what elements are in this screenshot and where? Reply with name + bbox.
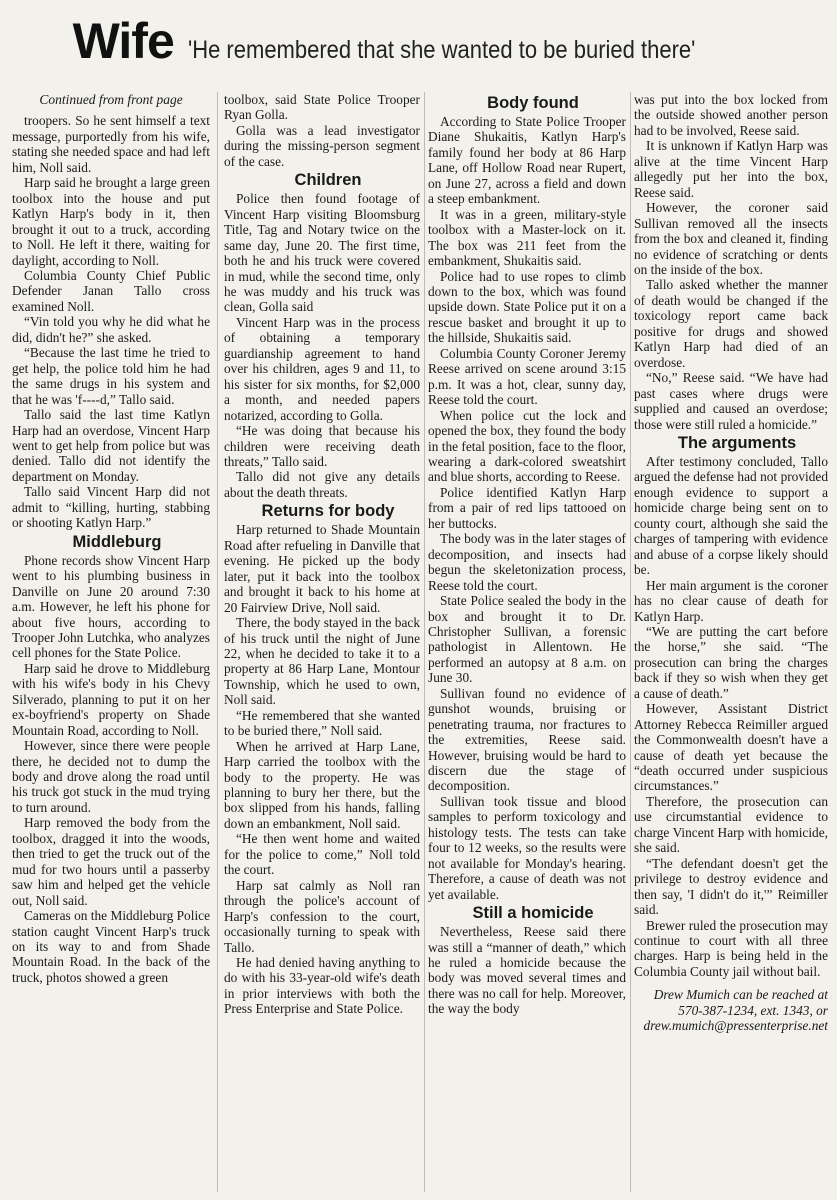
headline xyxy=(0,12,837,82)
column-rule xyxy=(217,92,218,1192)
subhead-returns-for-body: Returns for body xyxy=(261,502,395,521)
paragraph: Vincent Harp was in the process of obtaining a temporary guardianship agreement to hand over his children, ages 9 and 11, to his sister for six months, for $2,000 a month, and needed papers notarized, according to Golla. xyxy=(224,314,420,423)
paragraph: Phone records show Vincent Harp went to his plumbing business in Danville on June 20 around 7:30 a.m. However, he left his phone for about five hours, according to Trooper John Lutchka, who analyzes cell phones for the State Police. xyxy=(12,552,210,661)
paragraph: It is unknown if Katlyn Harp was alive at the time Vincent Harp allegedly put her into the box, Reese said. xyxy=(634,138,828,200)
headline-deck: 'He remembered that she wanted to be buried there' xyxy=(187,36,696,64)
headline-kicker: Wife xyxy=(72,13,174,69)
paragraph: “The defendant doesn't get the privilege to destroy evidence and then say, 'I didn't do it,'” Reimiller said. xyxy=(634,855,828,918)
continued-label: Continued from front page xyxy=(39,92,183,107)
paragraph: Therefore, the prosecution can use circumstantial evidence to charge Vincent Harp with homicide, she said. xyxy=(634,793,828,856)
paragraph: According to State Police Trooper Diane Shukaitis, Katlyn Harp's family found her body at 86 Harp Lane, off Hollow Road near Rupert, on June 27, across a field and down a steep embankment. xyxy=(428,114,626,207)
paragraph: Police had to use ropes to climb down to the box, which was found upside down. State Police put it on a rescue basket and brought it up to the hillside, Shukaitis said. xyxy=(428,268,626,346)
paragraph: “We are putting the cart before the horse,” she said. “The prosecution can bring the charges back if they so wish when they get a cause of death.” xyxy=(634,623,828,701)
paragraph: “He remembered that she wanted to be buried there,” Noll said. xyxy=(224,707,420,739)
paragraph: troopers. So he sent himself a text message, purportedly from his wife, stating she needed space and had left him, Noll said. xyxy=(12,113,210,175)
paragraph: Tallo said the last time Katlyn Harp had an overdose, Vincent Harp went to get help from police but was denied. Tallo did not identify the department on Monday. xyxy=(12,407,210,484)
paragraph: Golla was a lead investigator during the missing-person segment of the case. xyxy=(224,122,420,169)
paragraph: Sullivan found no evidence of gunshot wounds, bruising or penetrating trauma, nor fractures to the extremities, Reese said. However, bruising would be hard to discern due the stage of decomposition. xyxy=(428,685,626,794)
paragraph: “No,” Reese said. “We have had past cases where drugs were supplied and caused an overdose; those were still ruled a homicide.” xyxy=(634,370,828,432)
paragraph: Her main argument is the coroner has no clear cause of death for Katlyn Harp. xyxy=(634,577,828,624)
paragraph: The body was in the later stages of decomposition, and insects had begun the skeletonization process, Reese told the court. xyxy=(428,531,626,593)
paragraph: Police identified Katlyn Harp from a pair of red lips tattooed on her buttocks. xyxy=(428,484,626,531)
paragraph: Harp said he drove to Middleburg with his wife's body in his Chevy Silverado, planning to put it on her ex-boyfriend's property on Shade Mountain Road, according to Noll. xyxy=(12,660,210,738)
subhead-still-a-homicide: Still a homicide xyxy=(472,904,594,923)
article-column-3 xyxy=(428,92,626,1200)
article-column-4 xyxy=(634,92,828,1200)
paragraph: Harp said he brought a large green toolbox into the house and put Katlyn Harp's body in it, then brought it out to a truck, according to Noll. He left it there, waiting for daylight, according to Noll. xyxy=(12,175,210,268)
paragraph: When he arrived at Harp Lane, Harp carried the toolbox with the body to the property. He was planning to bury her there, but the box slipped from his hands, falling down an embankment, Noll said. xyxy=(224,738,420,831)
subhead-body-found: Body found xyxy=(487,94,579,112)
paragraph: However, the coroner said Sullivan removed all the insects from the box and cleaned it, finding no evidence of scratching or dents on the inside of the box. xyxy=(634,200,828,277)
paragraph: Harp returned to Shade Mountain Road after refueling in Danville that evening. He picked up the body later, put it back into the toolbox and brought it back to his home at 20 Fairview Drive, Noll said. xyxy=(224,522,420,615)
paragraph: It was in a green, military-style toolbox with a Master-lock on it. The box was 211 feet from the embankment, Shukaitis said. xyxy=(428,206,626,269)
paragraph: toolbox, said State Police Trooper Ryan Golla. xyxy=(224,92,420,123)
paragraph: State Police sealed the body in the box and brought it to Dr. Christopher Sullivan, a forensic pathologist in Allentown. He performed an autopsy at 8 a.m. on June 30. xyxy=(428,593,626,686)
paragraph: Cameras on the Middleburg Police station caught Vincent Harp's truck on its way to and from Shade Mountain Road. In the back of the truck, photos showed a green xyxy=(12,908,210,985)
paragraph: He had denied having anything to do with his 33-year-old wife's death in prior interviews with both the Press Enterprise and State Police. xyxy=(224,955,420,1017)
subhead-the-arguments: The arguments xyxy=(677,433,797,452)
paragraph: Sullivan took tissue and blood samples to perform toxicology and histology tests. The tests can take four to 12 weeks, so the results were not available for Monday's hearing. Therefore, a cause of death was not yet available. xyxy=(428,793,626,902)
paragraph: “Because the last time he tried to get help, the police told him he had the same drugs in his system and that he was 'f----d,” Tallo said. xyxy=(12,345,210,407)
paragraph: Harp removed the body from the toolbox, dragged it into the woods, then tried to get the truck out of the mud for two hours until a passerby saw him and helped get the vehicle out, Noll said. xyxy=(12,815,210,908)
paragraph: After testimony concluded, Tallo argued the defense had not provided enough evidence to support a homicide charge being sent on to county court, although she said the charges of tampering with evidence and abuse of a corpse likely should be. xyxy=(634,453,828,578)
paragraph: Columbia County Chief Public Defender Janan Tallo cross examined Noll. xyxy=(12,267,210,314)
subhead-middleburg: Middleburg xyxy=(72,532,162,551)
paragraph: Police then found footage of Vincent Harp visiting Bloomsburg Title, Tag and Notary twice on the same day, June 20. The first time, both he and his truck were covered in mud, while the second time, only he was muddy and his truck was clean, Golla said xyxy=(224,191,420,315)
paragraph: However, Assistant District Attorney Rebecca Reimiller argued the Commonwealth doesn't have a cause of death yet because the “death occurred under suspicious circumstances.” xyxy=(634,701,828,794)
column-rule xyxy=(630,92,631,1192)
paragraph: However, since there were people there, he decided not to dump the body and drove along the road until his truck got stuck in the mud trying to turn around. xyxy=(12,738,210,815)
subhead-children: Children xyxy=(294,171,362,190)
paragraph: “Vin told you why he did what he did, didn't he?” she asked. xyxy=(12,314,210,345)
column-rule xyxy=(424,92,425,1192)
paragraph: was put into the box locked from the outside showed another person had to be involved, Reese said. xyxy=(634,92,828,138)
paragraph: Harp sat calmly as Noll ran through the police's account of Harp's confession to the court, occasionally turning to speak with Tallo. xyxy=(224,877,420,955)
paragraph: Tallo said Vincent Harp did not admit to “killing, hurting, stabbing or shooting Katlyn Harp.” xyxy=(12,484,210,531)
paragraph: Tallo did not give any details about the death threats. xyxy=(224,469,420,500)
article-column-1 xyxy=(12,92,210,1200)
author-signoff: Drew Mumich can be reached at 570-387-1234, ext. 1343, or drew.mumich@pressenterprise.net xyxy=(643,987,828,1034)
paragraph: “He then went home and waited for the police to come,” Noll told the court. xyxy=(224,831,420,878)
paragraph: Nevertheless, Reese said there was still a “manner of death,” which he ruled a homicide because the body was moved several times and there was no call for help. Moreover, the way the body xyxy=(428,924,626,1017)
article-column-2 xyxy=(224,92,420,1200)
paragraph: “He was doing that because his children were receiving death threats,” Tallo said. xyxy=(224,423,420,469)
paragraph: When police cut the lock and opened the box, they found the body in the fetal position, face to the floor, wearing a dark-colored sweatshirt and blue shorts, according to Reese. xyxy=(428,407,626,485)
paragraph: Brewer ruled the prosecution may continue to court with all three charges. Harp is being held in the Columbia County jail without bail. xyxy=(634,917,828,979)
paragraph: There, the body stayed in the back of his truck until the night of June 22, when he decided to take it to a property at 86 Harp Lane, Montour Township, which he used to own, Noll said. xyxy=(224,615,420,708)
paragraph: Tallo asked whether the manner of death would be changed if the toxicology report came back positive for drugs and showed Katlyn Harp had died of an overdose. xyxy=(634,277,828,370)
paragraph: Columbia County Coroner Jeremy Reese arrived on scene around 3:15 p.m. It was a hot, clear, sunny day, Reese told the court. xyxy=(428,345,626,408)
